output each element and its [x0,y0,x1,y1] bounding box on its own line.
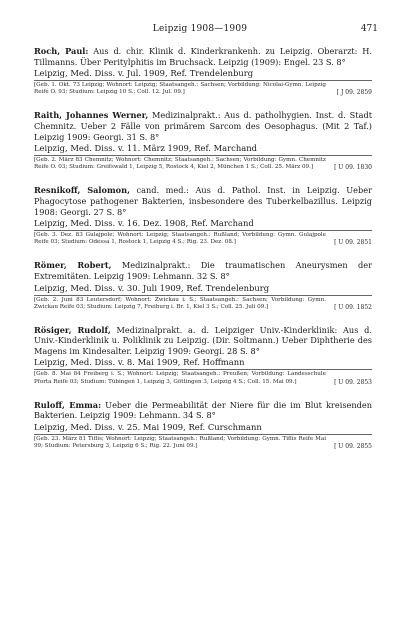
dissertation-line: Leipzig, Med. Diss. v. 8. Mai 1909, Ref. Hoffmann [34,357,245,368]
entry-author: Raith, Johannes Werner, [34,110,149,121]
entry-title: Medizinalprakt.: Aus d. patholhygien. Inst. d. Stadt Chemnitz. Ueber 2 Fälle von primärem Sarcom des Oesophagus. (Mit 2 Taf.) Leipzig 1909: Georgi. 31 S. 8° [34,110,372,142]
dissertation-line: Leipzig, Med. Diss. v. 11. März 1909, Ref. Marchand [34,143,257,154]
running-title: Leipzig 1908—1909 [152,24,248,34]
entry-list [34,46,372,464]
entry-title: Ueber die Permeabilität der Niere für die im Blut kreisenden Bakterien. Leipzig 1909: Lehmann. 34 S. 8° [34,399,372,421]
catalog-reference: [ U 09. 1852 [334,303,372,311]
page-number: 471 [360,24,378,34]
dissertation-line: Leipzig, Med. Diss. v. 25. Mai 1909, Ref. Curschmann [34,421,262,432]
running-head [0,24,400,38]
biographical-note [34,230,372,246]
catalog-reference: [ J 09. 2859 [336,89,372,97]
dissertation-line: Leipzig, Med. Diss. v. 30. Juli 1909, Ref. Trendelenburg [34,282,270,293]
note-text: [Geb. 8. Mai 84 Freiberg i. S.; Wohnort: Leipzig; Staatsangeh.: Preußen; Vorbildung: Landesschule Pforta Reife 03; Studium: Tübingen 1, Leipzig 3, Göttingen 3, Leipzig 4 S.; Coll. 15. Mai 09.] [34,371,326,385]
entry-title: Medizinalprakt.: Die traumatischen Aneurysmen der Extremitäten. Leipzig 1909: Lehmann. 32 S. 8° [34,260,372,281]
biographical-note [34,155,372,171]
biographical-note [34,295,372,311]
entry-title: Medizinalprakt. a. d. Leipziger Univ.-Kinderklinik: Aus d. Univ.-Kinderklinik u. Poliklinik zu Leipzig. (Dir. Soltmann.) Ueber Diphtherie des Magens im Kindesalter. Leipzig 1909: Georgi. 28 S. 8° [34,324,372,356]
note-text: [Geb. 2. März 83 Chemnitz; Wohnort: Chemnitz; Staatsangeh.: Sachsen; Vorbildung: Gymn. Chemnitz Reife O. 03; Studium: Greifswald 1, Leipzig 5, Rostock 4, Kiel 2, München 1 S.; Coll. 25. März 09.] [34,157,326,171]
catalog-reference: [ U 09. 2853 [334,378,372,386]
entry-author: Ruloff, Emma: [34,399,102,410]
biographical-note [34,434,372,450]
entry-author: Rösiger, Rudolf, [34,324,111,335]
catalog-reference: [ U 09. 2851 [334,239,372,247]
entry-roemer [34,260,372,310]
biographical-note [34,80,372,96]
entry-ruloff [34,400,372,450]
note-text: [Geb. 3. Dez. 83 Gulajpole; Wohnort: Leipzig; Staatsangeh.: Rußland; Vorbildung: Gymn. Gulajpole Reife 03; Studium: Odessa 1, Rostock 1, Leipzig 4 S.; Rig. 23. Dez. 08.] [34,232,326,246]
note-text: [Geb. 23. März 81 Tiflis; Wohnort: Leipzig; Staatsangeh.: Rußland; Vorbildung: Gymn. Tiflis Reife Mai 99; Studium: Petersburg 3, Leipzig 6 S.; Rig. 22. Juni 09.] [34,435,326,449]
entry-author: Roch, Paul: [34,46,89,56]
entry-roch [34,46,372,96]
entry-title: Aus d. chir. Klinik d. Kinderkrankenh. zu Leipzig. Oberarzt: H. Tillmanns. Über Peritylphitis im Bruchsack. Leipzig (1909): Engel. 23 S. 8° [34,46,372,67]
note-text: [Geb. 1. Okt. 73 Leipzig; Wohnort: Leipzig; Staatsangeh.: Sachsen; Vorbildung: Nicolai-Gymn. Leipzig Reife O. 93; Studium: Leipzig 10 S.; Coll. 12. Jul. 09.] [34,82,326,96]
entry-author: Resnikoff, Salomon, [34,185,130,196]
dissertation-line: Leipzig, Med. Diss. v. Jul. 1909, Ref. Trendelenburg [34,68,254,79]
dissertation-line: Leipzig, Med. Diss. v. 16. Dez. 1908, Ref. Marchand [34,218,254,229]
entry-roesiger [34,325,372,386]
note-text: [Geb. 2. Juni 83 Leutersdorf; Wohnort: Zwickau i. S.; Staatsangeh.: Sachsen; Vorbildung: Gymn. Zwickau Reife 03; Studium: Leipzig 7, Freiburg i. Br. 1, Kiel 3 S.; Coll. 25. Juli 09.] [34,296,326,310]
catalog-reference: [ U 09. 1830 [334,164,372,172]
entry-resnikoff [34,185,372,246]
biographical-note [34,369,372,385]
entry-author: Römer, Robert, [34,260,112,271]
catalog-reference: [ U 09. 2855 [334,442,372,450]
entry-raith [34,110,372,171]
entry-title: cand. med.: Aus d. Pathol. Inst. in Leipzig. Ueber Phagocytose pathogener Bakterien, insbesondere des Tuberkelbazillus. Leipzig 1908: Georgi. 27 S. 8° [34,185,372,217]
